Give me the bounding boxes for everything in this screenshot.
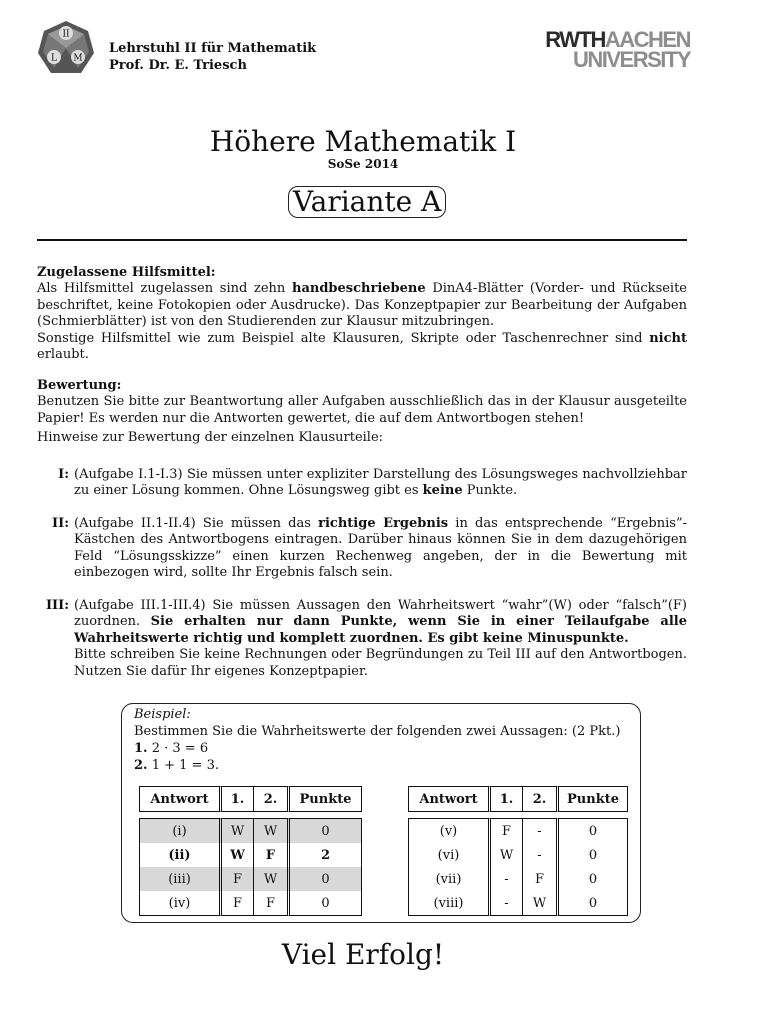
- table-cell: (i): [139, 818, 219, 843]
- part-text: (Aufgabe I.1-I.3) Sie müssen unter expliziter Darstellung des Lösungsweges nachvollziehbar zu einer Lösung kommen. Ohne Lösungsweg gibt es keine Punkte.: [74, 467, 687, 499]
- title-rule: [37, 239, 687, 241]
- table-cell: (iv): [139, 891, 219, 916]
- table-cell: 0: [287, 867, 362, 891]
- logo-letter-top: II: [62, 29, 70, 40]
- table-cell: (ii): [139, 843, 219, 867]
- table-cell: W: [219, 843, 253, 867]
- logo-letter-left: L: [51, 53, 57, 64]
- table-cell: -: [522, 818, 556, 843]
- part-text: (Aufgabe II.1-II.4) Sie müssen das richtige Ergebnis in das entsprechende “Ergebnis”-Kästchen des Antwortbogens eintragen. Darüber hinaus können Sie in dem dazugehörigen Feld “Lösungsskizze” einen kurzen Rechenweg angeben, der in die Bewertung mit einbezogen wird, sollte Ihr Ergebnis falsch sein.: [74, 516, 687, 581]
- example-text: [134, 706, 634, 774]
- part-text: (Aufgabe III.1-III.4) Sie müssen Aussagen den Wahrheitswert “wahr”(W) oder “falsch”(F) zuordnen. Sie erhalten nur dann Punkte, wenn Sie in einer Teilaufgabe alle Wahrheitswerte richtig und komplett zuordnen. Es gibt keine Minuspunkte. Bitte schreiben Sie keine Rechnungen oder Begründungen zu Teil III auf den Antwortbogen. Nutzen Sie dafür Ihr eigenes Konzeptpapier.: [74, 598, 687, 679]
- table-cell: W: [219, 818, 253, 843]
- part-label: III:: [45, 598, 69, 613]
- university-logo-aachen: AACHEN: [604, 27, 690, 52]
- exam-title: Höhere Mathematik I: [209, 125, 517, 158]
- table-cell: 0: [556, 891, 628, 916]
- chair-name: [109, 40, 316, 74]
- table-cell: (viii): [408, 891, 488, 916]
- chair-line-1: Lehrstuhl II für Mathematik: [109, 41, 317, 56]
- header-punkte: Punkte: [556, 786, 628, 812]
- part-ii: [37, 516, 687, 584]
- logo-letter-right: M: [73, 53, 83, 64]
- table-row: [139, 843, 362, 867]
- table-row: [408, 818, 628, 843]
- table-cell: 0: [556, 843, 628, 867]
- table-row: [139, 867, 362, 891]
- header-antwort: Antwort: [139, 786, 219, 812]
- table-row: [408, 843, 628, 867]
- aids-paragraph-1: Als Hilfsmittel zugelassen sind zehn handbeschriebene DinA4-Blätter (Vorder- und Rückseite beschriftet, keine Fotokopien oder Ausdrucke). Das Konzeptpapier zur Bearbeitung der Aufgaben (Schmierblätter) ist von den Studierenden zur Klausur mitzubringen.: [37, 281, 688, 330]
- header-2: 2.: [522, 786, 556, 812]
- table-cell: W: [522, 891, 556, 916]
- answer-table-right: [408, 786, 628, 916]
- university-logo: [540, 27, 690, 72]
- table-cell: -: [522, 843, 556, 867]
- table-cell: (vii): [408, 867, 488, 891]
- table-cell: W: [253, 818, 287, 843]
- table-cell: F: [253, 891, 287, 916]
- answer-table-left: [139, 786, 362, 916]
- table-cell: F: [253, 843, 287, 867]
- table-cell: -: [488, 867, 522, 891]
- header-1: 1.: [219, 786, 253, 812]
- header-1: 1.: [488, 786, 522, 812]
- header-antwort: Antwort: [408, 786, 488, 812]
- table-cell: (iii): [139, 867, 219, 891]
- table-cell: -: [488, 891, 522, 916]
- part-iii: [37, 598, 687, 688]
- table-row: [139, 818, 362, 843]
- part-label: I:: [58, 467, 69, 482]
- grading-paragraph-1: Benutzen Sie bitte zur Beantwortung aller Aufgaben ausschließlich das in der Klausur ausgeteilte Papier! Es werden nur die Antworten gewertet, die auf dem Antwortbogen stehen!: [37, 394, 687, 426]
- table-row: [408, 891, 628, 916]
- chair-logo: [37, 20, 95, 78]
- example-task: Bestimmen Sie die Wahrheitswerte der folgenden zwei Aussagen: (2 Pkt.): [134, 724, 621, 739]
- table-cell: F: [219, 891, 253, 916]
- example-statement-2: 2. 1 + 1 = 3.: [134, 758, 219, 773]
- university-logo-university: UNIVERSITY: [572, 47, 690, 72]
- table-cell: 0: [287, 818, 362, 843]
- table-row: [408, 867, 628, 891]
- table-cell: 0: [287, 891, 362, 916]
- table-cell: W: [253, 867, 287, 891]
- grading-section: [37, 378, 687, 447]
- university-logo-rwth: RWTH: [545, 27, 605, 52]
- header-punkte: Punkte: [287, 786, 362, 812]
- chair-line-2: Prof. Dr. E. Triesch: [109, 58, 247, 73]
- example-statement-1: 1. 2 · 3 = 6: [134, 741, 209, 756]
- aids-heading: Zugelassene Hilfsmittel:: [37, 265, 216, 280]
- part-i: [37, 467, 687, 503]
- header-2: 2.: [253, 786, 287, 812]
- table-cell: 0: [556, 867, 628, 891]
- table-cell: F: [522, 867, 556, 891]
- closing-text: Viel Erfolg!: [281, 938, 445, 971]
- variant-box: Variante A: [288, 186, 446, 218]
- table-cell: (vi): [408, 843, 488, 867]
- example-label: Beispiel:: [134, 707, 191, 722]
- aids-section: [37, 265, 687, 363]
- table-cell: (v): [408, 818, 488, 843]
- table-cell: F: [488, 818, 522, 843]
- part-label: II:: [52, 516, 69, 531]
- semester: SoSe 2014: [327, 157, 399, 171]
- table-cell: 0: [556, 818, 628, 843]
- table-cell: F: [219, 867, 253, 891]
- table-cell: 2: [287, 843, 362, 867]
- aids-paragraph-2: Sonstige Hilfsmittel wie zum Beispiel alte Klausuren, Skripte oder Taschenrechner sind nicht erlaubt.: [37, 330, 687, 363]
- grading-heading: Bewertung:: [37, 378, 122, 393]
- table-cell: W: [488, 843, 522, 867]
- grading-paragraph-2: Hinweise zur Bewertung der einzelnen Klausurteile:: [37, 430, 384, 446]
- table-row: [139, 891, 362, 916]
